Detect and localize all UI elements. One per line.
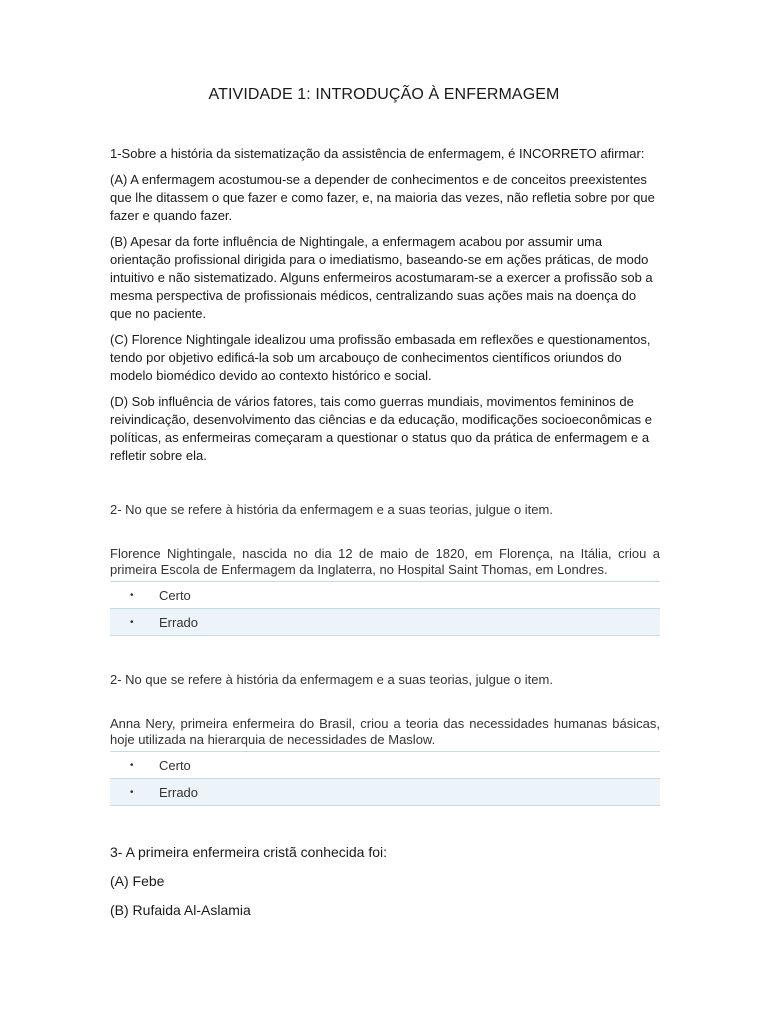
question-2a-options: [110, 581, 660, 636]
question-2a-prompt: 2- No que se refere à história da enfermagem e a suas teorias, julgue o item.: [110, 502, 553, 517]
question-1-option-a: (A) A enfermagem acostumou-se a depender de conhecimentos e de conceitos preexistentes que lhe ditassem o que fazer e como fazer, e, na maioria das vezes, não refletia sobre por que fazer e quando fazer.: [110, 172, 655, 223]
question-3-prompt: 3- A primeira enfermeira cristã conhecida foi:: [110, 844, 388, 860]
option-label: Errado: [159, 784, 199, 800]
option-certo[interactable]: [110, 581, 660, 608]
option-errado[interactable]: [110, 608, 660, 636]
option-label: Errado: [159, 614, 199, 630]
document-title: ATIVIDADE 1: INTRODUÇÃO À ENFERMAGEM: [208, 86, 560, 103]
question-1-option-d: (D) Sob influência de vários fatores, tais como guerras mundiais, movimentos femininos de reivindicação, desenvolvimento das ciências e da educação, modificações socioeconômicas e políticas, as enfermeiras começaram a questionar o status quo da prática de enfermagem e a refletir sobre ela.: [110, 394, 652, 463]
question-2a: [110, 501, 660, 636]
question-2a-statement: Florence Nightingale, nascida no dia 12 de maio de 1820, em Florença, na Itália, criou a primeira Escola de Enfermagem da Inglaterra, no Hospital Saint Thomas, em Londres.: [110, 546, 660, 577]
option-certo[interactable]: [110, 751, 660, 778]
option-label: Certo: [159, 757, 191, 773]
question-1-option-c: (C) Florence Nightingale idealizou uma profissão embasada em reflexões e questionamentos, tendo por objetivo edificá-la sob um arcabouço de conhecimentos científicos oriundos do modelo biomédico devido ao contexto histórico e social.: [110, 332, 651, 383]
question-2b-statement: Anna Nery, primeira enfermeira do Brasil, criou a teoria das necessidades humanas básicas, hoje utilizada na hierarquia de necessidades de Maslow.: [110, 716, 660, 747]
option-errado[interactable]: [110, 778, 660, 806]
question-3-option-b: (B) Rufaida Al-Aslamia: [110, 902, 251, 918]
question-1: [110, 145, 655, 473]
question-3-option-a: (A) Febe: [110, 873, 165, 889]
option-label: Certo: [159, 587, 191, 603]
question-1-option-b: (B) Apesar da forte influência de Nightingale, a enfermagem acabou por assumir uma orientação profissional dirigida para o imediatismo, baseando-se em ações práticas, de modo intuitivo e não sistematizado. Alguns enfermeiros acostumaram-se a exercer a profissão sob a mesma perspectiva de profissionais médicos, centralizando suas ações mais na doença do que no paciente.: [110, 234, 653, 321]
question-2b-options: [110, 751, 660, 806]
question-2b: [110, 671, 660, 806]
bullet-icon: •: [130, 786, 134, 798]
question-1-prompt: 1-Sobre a história da sistematização da assistência de enfermagem, é INCORRETO afirmar:: [110, 146, 645, 161]
bullet-icon: •: [130, 589, 134, 601]
question-3: [110, 843, 655, 930]
bullet-icon: •: [130, 759, 134, 771]
bullet-icon: •: [130, 616, 134, 628]
question-2b-prompt: 2- No que se refere à história da enfermagem e a suas teorias, julgue o item.: [110, 672, 553, 687]
